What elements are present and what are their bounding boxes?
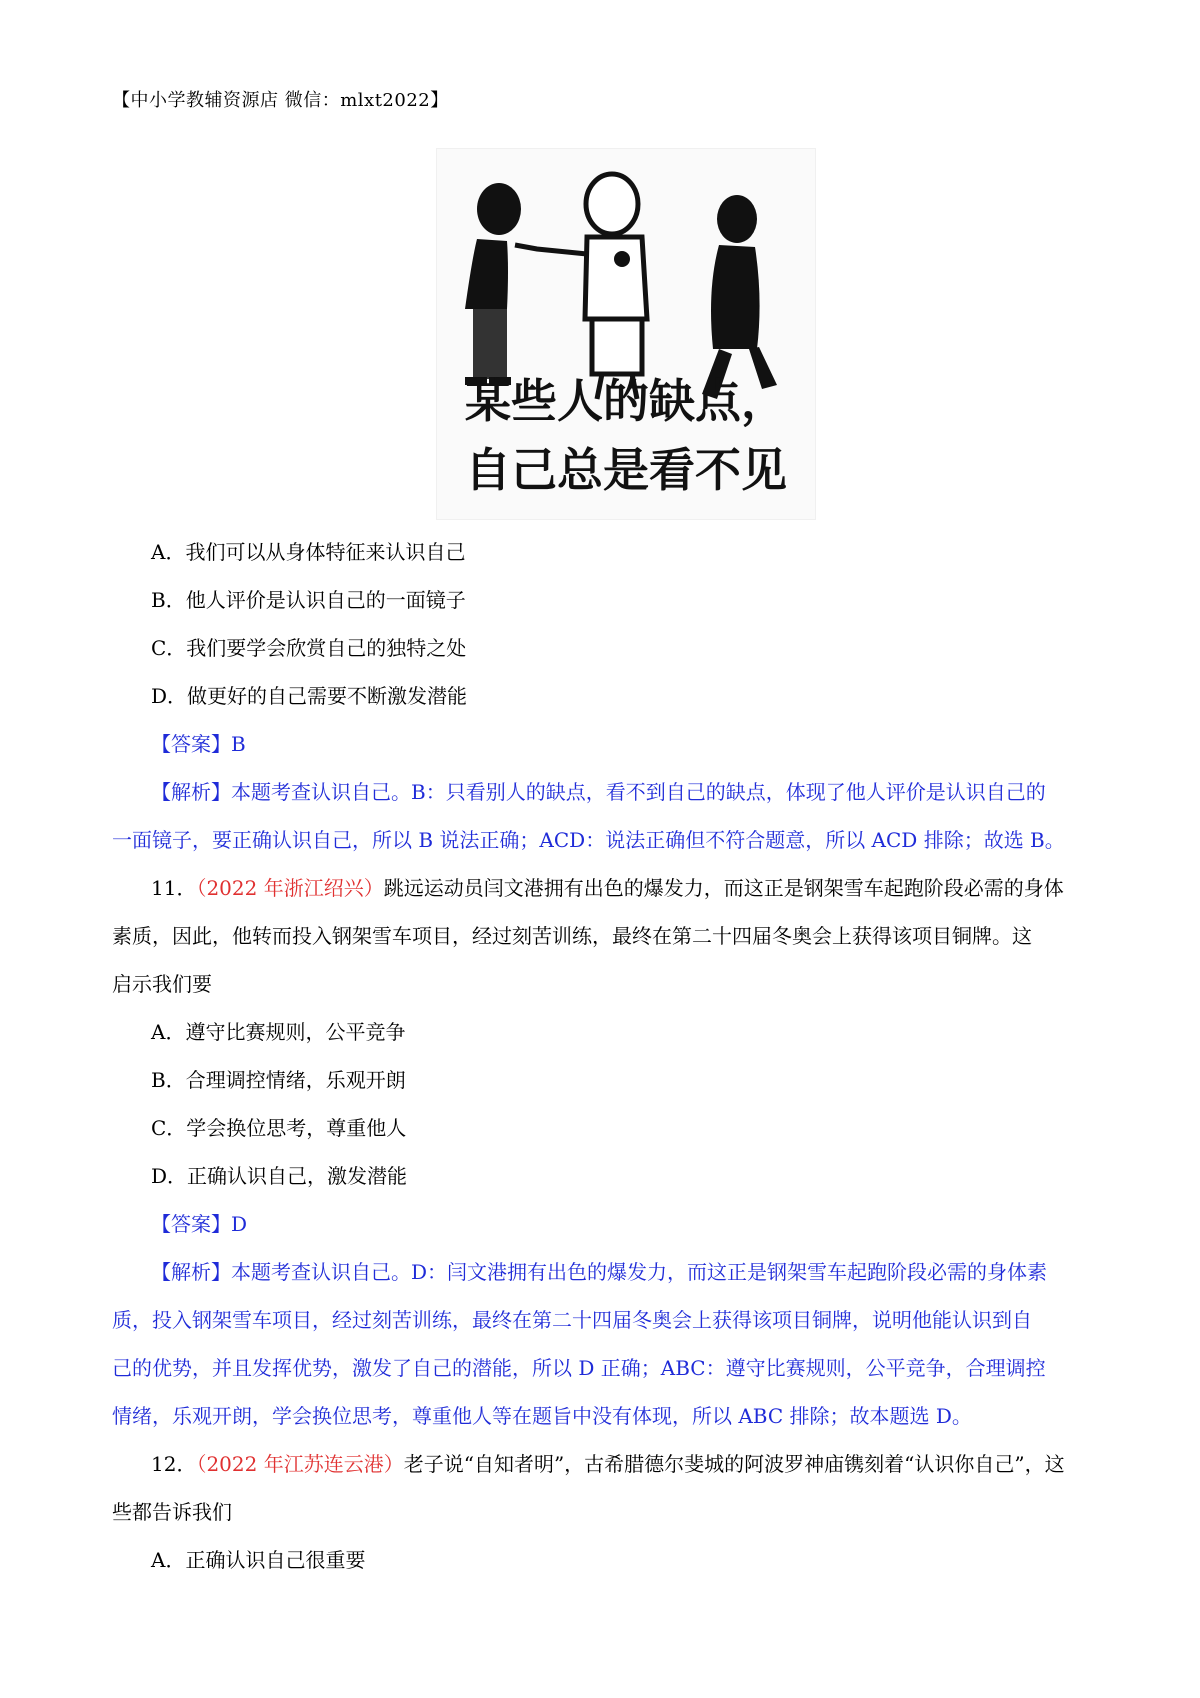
question-text: 老子说“自知者明”，古希腊德尔斐城的阿波罗神庙镌刻着“认识你自己”，这	[403, 1452, 1065, 1476]
q11-analysis-line1	[151, 1260, 1047, 1284]
figure-caption-line1: 某些人的缺点，	[465, 374, 787, 428]
q11-option-c: C．学会换位思考，尊重他人	[151, 1116, 407, 1140]
q11-analysis-line2: 质，投入钢架雪车项目，经过刻苦训练，最终在第二十四届冬奥会上获得该项目铜牌，说明他能认识到自	[112, 1308, 1032, 1332]
q11-option-a: A．遵守比赛规则，公平竞争	[151, 1020, 406, 1044]
q10-option-b: B．他人评价是认识自己的一面镜子	[151, 588, 466, 612]
figure-caption-line2: 自己总是看不见	[465, 443, 787, 497]
q11-stem-line1	[151, 876, 1064, 900]
analysis-label: 【解析】	[151, 1260, 231, 1284]
cartoon-person-left	[465, 183, 521, 385]
q10-analysis-line1	[151, 780, 1046, 804]
question-source: （2022 年江苏连云港）	[196, 1452, 404, 1476]
question-text: 跳远运动员闫文港拥有出色的爆发力，而这正是钢架雪车起跑阶段必需的身体	[383, 876, 1064, 900]
cartoon-figure	[436, 148, 816, 520]
q12-stem-line1	[151, 1452, 1065, 1476]
q10-answer	[151, 732, 246, 756]
q11-answer	[151, 1212, 247, 1236]
answer-label: 【答案】	[151, 732, 231, 756]
q11-option-d: D．正确认识自己，激发潜能	[151, 1164, 408, 1188]
q10-analysis-line2: 一面镜子，要正确认识自己，所以 B 说法正确；ACD：说法正确但不符合题意，所以 ACD 排除；故选 B。	[112, 828, 1065, 852]
analysis-text: 本题考查认识自己。D：闫文港拥有出色的爆发力，而这正是钢架雪车起跑阶段必需的身体素	[231, 1260, 1048, 1284]
question-source: （2022 年浙江绍兴）	[196, 876, 384, 900]
q11-analysis-line4: 情绪，乐观开朗，学会换位思考，尊重他人等在题旨中没有体现，所以 ABC 排除；故本题选 D。	[112, 1404, 972, 1428]
q10-option-a: A．我们可以从身体特征来认识自己	[151, 540, 466, 564]
q11-analysis-line3: 己的优势，并且发挥优势，激发了自己的潜能，所以 D 正确；ABC：遵守比赛规则，公平竞争，合理调控	[112, 1356, 1046, 1380]
page-header: 【中小学教辅资源店 微信：mlxt2022】	[112, 90, 449, 111]
question-number: 12．	[151, 1452, 197, 1476]
q11-option-b: B．合理调控情绪，乐观开朗	[151, 1068, 406, 1092]
q10-option-d: D．做更好的自己需要不断激发潜能	[151, 684, 468, 708]
cartoon-person-right	[702, 195, 777, 399]
q10-option-c: C．我们要学会欣赏自己的独特之处	[151, 636, 467, 660]
analysis-text: 本题考查认识自己。B：只看别人的缺点，看不到自己的缺点，体现了他人评价是认识自己的	[231, 780, 1046, 804]
answer-label: 【答案】	[151, 1212, 231, 1236]
q12-stem-line2: 些都告诉我们	[112, 1500, 232, 1524]
question-number: 11．	[151, 876, 197, 900]
q11-stem-line2: 素质，因此，他转而投入钢架雪车项目，经过刻苦训练，最终在第二十四届冬奥会上获得该项目铜牌。这	[112, 924, 1032, 948]
answer-value: B	[231, 732, 246, 756]
q12-option-a: A．正确认识自己很重要	[151, 1548, 366, 1572]
cartoon-person-middle	[515, 174, 647, 399]
answer-value: D	[231, 1212, 248, 1236]
analysis-label: 【解析】	[151, 780, 231, 804]
q11-stem-line3: 启示我们要	[112, 972, 212, 996]
